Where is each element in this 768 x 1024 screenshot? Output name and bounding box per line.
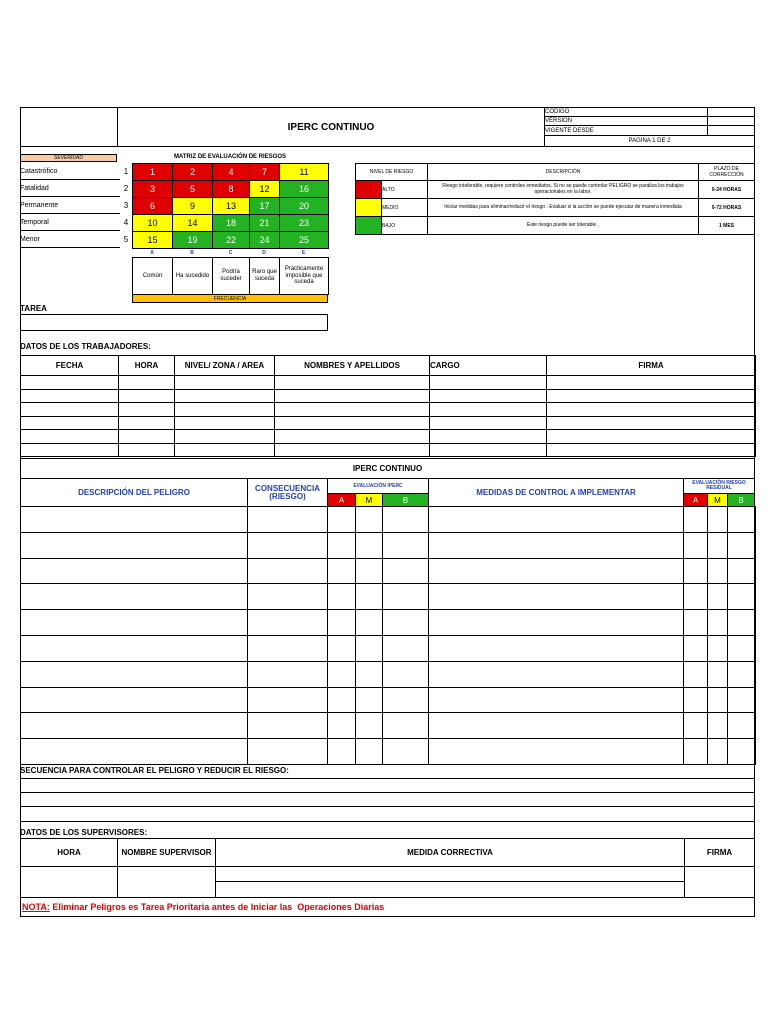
iperc-cell[interactable]	[428, 558, 684, 585]
matrix-cell: 22	[212, 231, 250, 249]
workers-cell[interactable]	[119, 430, 175, 444]
freq-label: Raro que suceda	[249, 257, 280, 295]
workers-cell[interactable]	[119, 389, 175, 403]
workers-cell[interactable]	[175, 443, 275, 457]
iperc-cell[interactable]	[428, 687, 684, 714]
iperc-cell[interactable]	[707, 712, 728, 739]
severity-label: Permanente	[20, 197, 120, 214]
vigente-label: VIGENTE DESDE	[544, 125, 708, 136]
iperc-cell[interactable]	[727, 635, 756, 662]
severidad-label: SEVERIDAD	[20, 154, 117, 162]
matrix-cell: 16	[279, 180, 329, 198]
risk-level-description: Este riesgo puede ser tolerable .	[427, 216, 699, 235]
iperc-cell[interactable]	[683, 558, 708, 585]
iperc-cell[interactable]	[707, 506, 728, 533]
matrix-cell: 14	[172, 214, 213, 232]
iperc-cell[interactable]	[428, 609, 684, 636]
matrix-cell: 25	[279, 231, 329, 249]
table-row	[21, 403, 756, 417]
iperc-cell[interactable]	[355, 558, 383, 585]
matrix-cell: 15	[132, 231, 173, 249]
iperc-cell[interactable]	[382, 558, 429, 585]
iperc-cell[interactable]	[428, 506, 684, 533]
secuencia-line[interactable]	[20, 806, 755, 822]
severity-label: Fatalidad	[20, 180, 120, 197]
matrix-title: MATRIZ DE EVALUACIÓN DE RIESGOS	[173, 154, 287, 160]
iperc-cell[interactable]	[727, 506, 756, 533]
iperc-cell[interactable]	[382, 506, 429, 533]
iperc-cell[interactable]	[382, 687, 429, 714]
iperc-cell[interactable]	[707, 635, 728, 662]
risk-level-label: BAJO	[381, 216, 428, 235]
workers-cell[interactable]	[21, 416, 119, 430]
freq-letters	[132, 248, 328, 257]
iperc-cell[interactable]	[247, 609, 328, 636]
iperc-cell[interactable]	[355, 687, 383, 714]
iperc-cell[interactable]	[247, 661, 328, 688]
iperc-cell[interactable]	[683, 635, 708, 662]
eval-a: A	[327, 493, 356, 507]
freq-letter: B	[190, 249, 194, 256]
iperc-cell[interactable]	[428, 712, 684, 739]
iperc-cell[interactable]	[20, 558, 248, 585]
iperc-cell[interactable]	[327, 661, 356, 688]
workers-cell[interactable]	[430, 389, 547, 403]
workers-cell[interactable]	[21, 430, 119, 444]
workers-cell[interactable]	[175, 430, 275, 444]
iperc-cell[interactable]	[20, 661, 248, 688]
iperc-cell[interactable]	[683, 609, 708, 636]
workers-cell[interactable]	[275, 389, 430, 403]
iperc-cell[interactable]	[707, 609, 728, 636]
iperc-cell[interactable]	[707, 661, 728, 688]
risk-level-plazo: 1 MES	[698, 216, 755, 235]
iperc-cell[interactable]	[707, 738, 728, 765]
workers-cell[interactable]	[547, 416, 756, 430]
iperc-cell[interactable]	[20, 532, 248, 559]
logo-box	[20, 107, 118, 147]
iperc-cell[interactable]	[20, 712, 248, 739]
iperc-cell[interactable]	[707, 558, 728, 585]
iperc-cell[interactable]	[382, 738, 429, 765]
iperc-cell[interactable]	[327, 506, 356, 533]
iperc-cell[interactable]	[327, 687, 356, 714]
freq-label: Común	[132, 257, 173, 295]
workers-cell[interactable]	[275, 403, 430, 417]
iperc-cell[interactable]	[355, 609, 383, 636]
workers-cell[interactable]	[119, 376, 175, 390]
secuencia-label: SECUENCIA PARA CONTROLAR EL PELIGRO Y REDUCIR EL RIESGO:	[20, 766, 289, 775]
sup-medida-cell[interactable]	[215, 881, 685, 898]
workers-cell[interactable]	[175, 376, 275, 390]
matrix-cell: 24	[249, 231, 280, 249]
workers-cell[interactable]	[275, 416, 430, 430]
iperc-cell[interactable]	[683, 687, 708, 714]
iperc-cell[interactable]	[327, 583, 356, 610]
sup-firma-cell[interactable]	[684, 866, 755, 898]
iperc-cell[interactable]	[355, 661, 383, 688]
residual-header: EVALUACIÓN RIESGO RESIDUAL	[683, 478, 755, 494]
iperc-cell[interactable]	[707, 583, 728, 610]
iperc-cell[interactable]	[20, 687, 248, 714]
risk-color-swatch	[355, 198, 382, 217]
residual-m: M	[707, 493, 728, 507]
freq-letter: E	[301, 249, 306, 256]
iperc-cell[interactable]	[382, 635, 429, 662]
matrix-cell: 4	[212, 163, 250, 181]
sup-medida-header: MEDIDA CORRECTIVA	[215, 838, 685, 867]
header	[20, 107, 755, 147]
iperc-cell[interactable]	[428, 738, 684, 765]
medidas-header: MEDIDAS DE CONTROL A IMPLEMENTAR	[428, 478, 684, 507]
supervisors-table	[20, 838, 755, 898]
severity-label: Catastrófico	[20, 163, 120, 180]
workers-cell[interactable]	[21, 443, 119, 457]
matrix-cell: 23	[279, 214, 329, 232]
iperc-cell[interactable]	[683, 661, 708, 688]
workers-cell[interactable]	[119, 416, 175, 430]
table-row	[21, 416, 756, 430]
codigo-label: CODIGO	[544, 107, 708, 117]
workers-cell[interactable]	[547, 376, 756, 390]
risk-level-label: MEDIO	[381, 198, 428, 217]
iperc-cell[interactable]	[382, 712, 429, 739]
iperc-cell[interactable]	[327, 712, 356, 739]
risk-level-table	[355, 163, 755, 235]
iperc-cell[interactable]	[428, 532, 684, 559]
iperc-cell[interactable]	[327, 635, 356, 662]
iperc-cell[interactable]	[355, 712, 383, 739]
consecuencia-header: CONSECUENCIA (RIESGO)	[247, 478, 328, 507]
iperc-cell[interactable]	[382, 583, 429, 610]
workers-table	[20, 355, 756, 457]
iperc-cell[interactable]	[382, 661, 429, 688]
sup-hora-header: HORA	[20, 838, 118, 867]
severity-labels	[20, 163, 132, 248]
eval-b: B	[382, 493, 429, 507]
iperc-cell[interactable]	[683, 738, 708, 765]
matrix-cell: 5	[172, 180, 213, 198]
iperc-cell[interactable]	[20, 635, 248, 662]
iperc-cell[interactable]	[20, 738, 248, 765]
iperc-cell[interactable]	[382, 532, 429, 559]
workers-cell[interactable]	[275, 443, 430, 457]
iperc-cell[interactable]	[247, 712, 328, 739]
evaluacion-iperc-header: EVALUACIÓN IPERC	[327, 478, 429, 494]
workers-cell[interactable]	[430, 403, 547, 417]
supervisors-title: DATOS DE LOS SUPERVISORES:	[20, 828, 148, 837]
iperc-cell[interactable]	[683, 506, 708, 533]
severity-number: 4	[123, 218, 129, 227]
workers-cell[interactable]	[430, 376, 547, 390]
iperc-cell[interactable]	[355, 635, 383, 662]
iperc-cell[interactable]	[355, 532, 383, 559]
matrix-cell: 21	[249, 214, 280, 232]
iperc-table	[20, 478, 755, 765]
iperc-cell[interactable]	[247, 532, 328, 559]
iperc-title: IPERC CONTINUO	[20, 458, 755, 479]
workers-cell[interactable]	[275, 430, 430, 444]
matrix-cell: 18	[212, 214, 250, 232]
risk-level-description: Iniciar medidas para eliminar/reducir el riesgo . Evaluar si la acción se puede ejecutar de manera inmediata	[427, 198, 699, 217]
workers-title: DATOS DE LOS TRABAJADORES:	[20, 342, 151, 351]
iperc-cell[interactable]	[247, 506, 328, 533]
sup-hora-cell[interactable]	[20, 866, 118, 898]
freq-labels	[132, 257, 328, 294]
workers-cell[interactable]	[430, 430, 547, 444]
risk-level-label: ALTO	[381, 180, 428, 199]
risk-level-plazo: 0-72 HORAS	[698, 198, 755, 217]
matrix-cell: 2	[172, 163, 213, 181]
iperc-cell[interactable]	[683, 583, 708, 610]
iperc-cell[interactable]	[355, 738, 383, 765]
workers-cell[interactable]	[430, 416, 547, 430]
version-label: VERSION	[544, 116, 708, 126]
iperc-cell[interactable]	[727, 712, 756, 739]
severity-label: Temporal	[20, 214, 120, 231]
iperc-cell[interactable]	[327, 532, 356, 559]
matrix-cell: 3	[132, 180, 173, 198]
workers-cell[interactable]	[21, 403, 119, 417]
pagina-label: PAGINA 1 DE 2	[544, 135, 755, 147]
page-title: IPERC CONTINUO	[117, 107, 545, 147]
iperc-cell[interactable]	[727, 583, 756, 610]
iperc-cell[interactable]	[727, 661, 756, 688]
workers-cell[interactable]	[430, 443, 547, 457]
matrix-cell: 7	[249, 163, 280, 181]
table-row	[21, 430, 756, 444]
freq-letter: D	[262, 249, 266, 256]
severity-number: 3	[123, 201, 129, 210]
iperc-cell[interactable]	[247, 738, 328, 765]
workers-cell[interactable]	[547, 443, 756, 457]
residual-a: A	[683, 493, 708, 507]
iperc-cell[interactable]	[247, 687, 328, 714]
iperc-cell[interactable]	[355, 506, 383, 533]
risk-level-description: Riesgo intolerable, requiere controles inmediatos. Si no se puede controlar PELIGRO se paraliza los trabajos operacionales en la labor.	[427, 180, 699, 199]
plazo-header: PLAZO DE CORRECCIÓN	[698, 163, 755, 181]
matrix-cell: 1	[132, 163, 173, 181]
severity-label: Menor	[20, 231, 120, 248]
risk-color-swatch	[355, 216, 382, 235]
freq-letter: A	[150, 249, 154, 256]
risk-level-plazo: 0-24 HORAS	[698, 180, 755, 199]
sup-nombre-header: NOMBRE SUPERVISOR	[117, 838, 216, 867]
iperc-cell[interactable]	[727, 558, 756, 585]
iperc-cell[interactable]	[247, 583, 328, 610]
severity-number: 5	[123, 235, 129, 244]
sup-firma-header: FIRMA	[684, 838, 755, 867]
workers-cell[interactable]	[119, 443, 175, 457]
matrix-cell: 8	[212, 180, 250, 198]
freq-label: Prácticamente imposible que suceda	[279, 257, 329, 295]
matrix-cell: 17	[249, 197, 280, 215]
workers-column-header: FIRMA	[547, 356, 756, 376]
iperc-cell[interactable]	[20, 583, 248, 610]
workers-cell[interactable]	[547, 389, 756, 403]
sup-medida-cell[interactable]	[215, 866, 685, 882]
workers-cell[interactable]	[175, 403, 275, 417]
freq-letter: C	[228, 249, 233, 256]
workers-cell[interactable]	[21, 376, 119, 390]
severity-number: 1	[123, 167, 129, 176]
iperc-cell[interactable]	[327, 609, 356, 636]
iperc-cell[interactable]	[382, 609, 429, 636]
iperc-cell[interactable]	[727, 738, 756, 765]
eval-m: M	[355, 493, 383, 507]
iperc-cell[interactable]	[727, 687, 756, 714]
workers-cell[interactable]	[21, 389, 119, 403]
residual-b: B	[727, 493, 755, 507]
workers-column-header: FECHA	[21, 356, 119, 376]
matrix-cell: 6	[132, 197, 173, 215]
iperc-cell[interactable]	[707, 687, 728, 714]
risk-matrix	[132, 163, 328, 248]
workers-cell[interactable]	[275, 376, 430, 390]
workers-cell[interactable]	[547, 430, 756, 444]
iperc-cell[interactable]	[327, 738, 356, 765]
matrix-cell: 20	[279, 197, 329, 215]
tarea-label: TAREA	[20, 304, 47, 313]
iperc-cell[interactable]	[683, 712, 708, 739]
nota	[20, 897, 755, 917]
descripcion-peligro-header: DESCRIPCIÓN DEL PELIGRO	[20, 478, 248, 507]
workers-column-header: NIVEL/ ZONA / AREA	[175, 356, 275, 376]
table-row	[21, 389, 756, 403]
matrix-cell: 11	[279, 163, 329, 181]
matrix-cell: 19	[172, 231, 213, 249]
secuencia-line[interactable]	[20, 792, 755, 807]
workers-cell[interactable]	[119, 403, 175, 417]
nivel-header: NIVEL DE RIESGO	[355, 163, 428, 181]
iperc-cell[interactable]	[327, 558, 356, 585]
table-row	[21, 443, 756, 457]
secuencia-lines	[20, 778, 755, 822]
frecuencia-label: FRECUENCIA	[132, 294, 328, 303]
workers-column-header: CARGO	[430, 356, 547, 376]
workers-cell[interactable]	[547, 403, 756, 417]
nota-label: NOTA:	[22, 902, 50, 912]
freq-label: Podría suceder	[212, 257, 250, 295]
sup-nombre-cell[interactable]	[117, 866, 216, 898]
workers-column-header: HORA	[119, 356, 175, 376]
iperc-cell[interactable]	[428, 583, 684, 610]
workers-header-row	[21, 356, 756, 376]
workers-cell[interactable]	[175, 416, 275, 430]
iperc-cell[interactable]	[683, 532, 708, 559]
tarea-input[interactable]	[20, 314, 328, 331]
freq-label: Ha sucedido	[172, 257, 213, 295]
risk-color-swatch	[355, 180, 382, 199]
descripcion-header: DESCRIPCIÓN	[427, 163, 699, 181]
nota-text: Eliminar Peligros es Tarea Prioritaria antes de Iniciar las Operaciones Diarias	[49, 902, 385, 912]
matrix-cell: 12	[249, 180, 280, 198]
iperc-cell[interactable]	[727, 532, 756, 559]
iperc-cell[interactable]	[727, 609, 756, 636]
iperc-cell[interactable]	[355, 583, 383, 610]
matrix-cell: 10	[132, 214, 173, 232]
iperc-cell[interactable]	[20, 506, 248, 533]
iperc-cell[interactable]	[247, 558, 328, 585]
secuencia-line[interactable]	[20, 778, 755, 793]
iperc-cell[interactable]	[247, 635, 328, 662]
matrix-cell: 13	[212, 197, 250, 215]
workers-cell[interactable]	[175, 389, 275, 403]
severity-number: 2	[123, 184, 129, 193]
workers-column-header: NOMBRES Y APELLIDOS	[275, 356, 430, 376]
doc-info	[544, 107, 755, 147]
iperc-cell[interactable]	[428, 635, 684, 662]
table-row	[21, 376, 756, 390]
matrix-cell: 9	[172, 197, 213, 215]
iperc-cell[interactable]	[707, 532, 728, 559]
iperc-cell[interactable]	[20, 609, 248, 636]
iperc-cell[interactable]	[428, 661, 684, 688]
